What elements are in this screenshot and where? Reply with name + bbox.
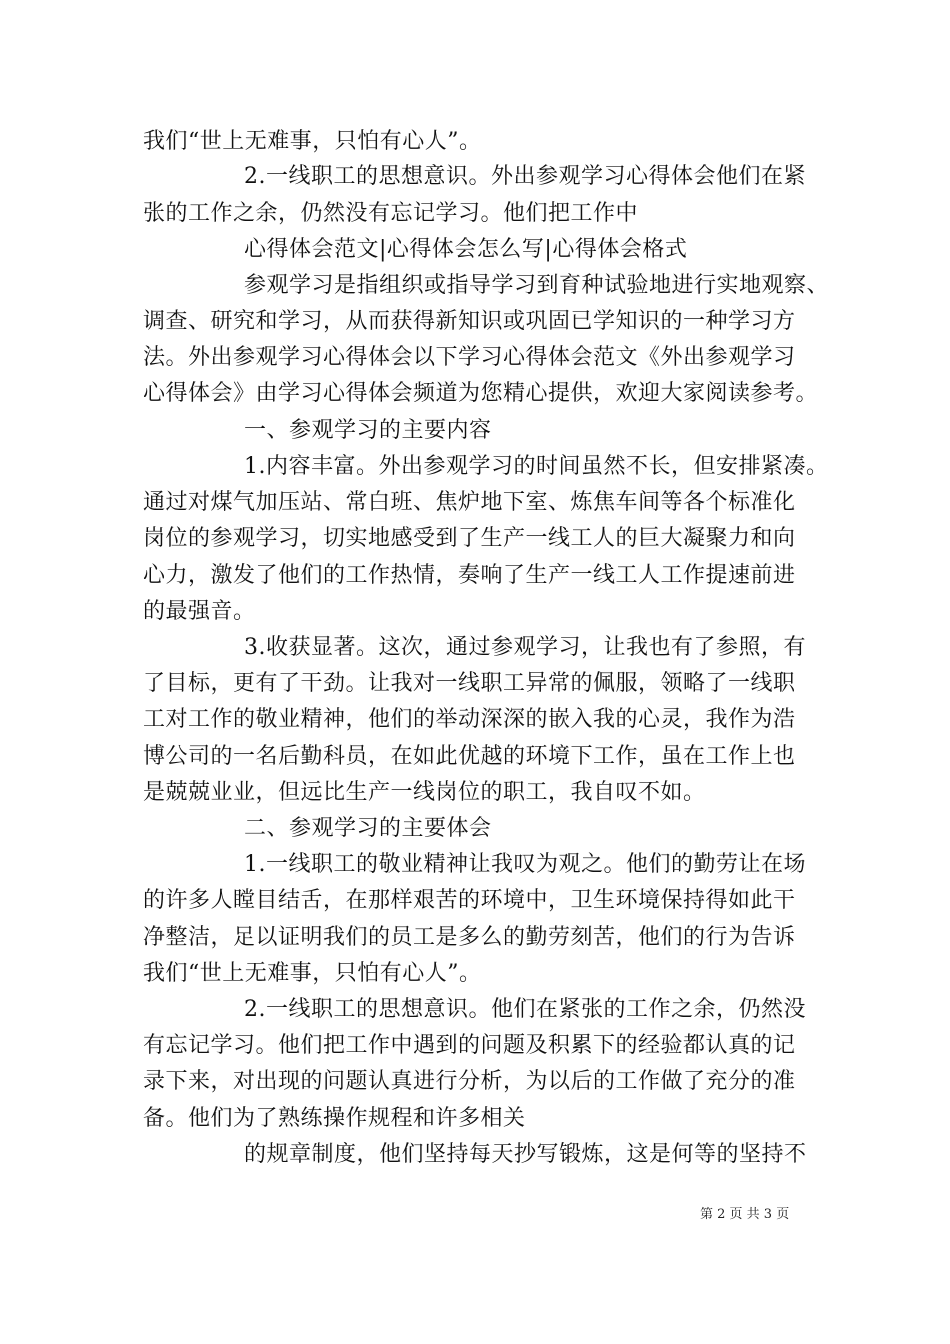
text-line: 通过对煤气加压站、常白班、焦炉地下室、炼焦车间等各个标准化 bbox=[143, 490, 796, 515]
text-line: 净整洁，足以证明我们的员工是多么的勤劳刻苦，他们的行为告诉 bbox=[143, 925, 796, 950]
text-line: 1.一线职工的敬业精神让我叹为观之。他们的勤劳让在场 bbox=[244, 852, 806, 877]
text-line: 心力，激发了他们的工作热情，奏响了生产一线工人工作提速前进 bbox=[143, 563, 796, 588]
text-line: 2.一线职工的思想意识。他们在紧张的工作之余，仍然没 bbox=[244, 997, 806, 1022]
text-line: 法。外出参观学习心得体会以下学习心得体会范文《外出参观学习 bbox=[143, 345, 796, 370]
text-line: 1.内容丰富。外出参观学习的时间虽然不长，但安排紧凑。 bbox=[244, 454, 829, 479]
text-line: 工对工作的敬业精神，他们的举动深深的嵌入我的心灵，我作为浩 bbox=[143, 707, 796, 732]
text-line: 的规章制度，他们坚持每天抄写锻炼，这是何等的坚持不 bbox=[244, 1142, 807, 1167]
text-line: 张的工作之余，仍然没有忘记学习。他们把工作中 bbox=[143, 201, 639, 226]
text-line: 备。他们为了熟练操作规程和许多相关 bbox=[143, 1106, 526, 1131]
text-line: 心得体会范文|心得体会怎么写|心得体会格式 bbox=[244, 237, 688, 262]
text-line: 我们“世上无难事，只怕有心人”。 bbox=[143, 129, 482, 154]
section-heading: 一、参观学习的主要内容 bbox=[244, 418, 492, 443]
text-line: 参观学习是指组织或指导学习到育种试验地进行实地观察、 bbox=[244, 273, 830, 298]
text-line: 是兢兢业业，但远比生产一线岗位的职工，我自叹不如。 bbox=[143, 780, 706, 805]
text-line: 岗位的参观学习，切实地感受到了生产一线工人的巨大凝聚力和向 bbox=[143, 526, 796, 551]
text-line: 3.收获显著。这次，通过参观学习，让我也有了参照，有 bbox=[244, 635, 806, 660]
text-line: 调查、研究和学习，从而获得新知识或巩固已学知识的一种学习方 bbox=[143, 309, 796, 334]
section-heading: 二、参观学习的主要体会 bbox=[244, 816, 492, 841]
page-number-footer: 第 2 页 共 3 页 bbox=[700, 1207, 790, 1222]
text-line: 心得体会》由学习心得体会频道为您精心提供，欢迎大家阅读参考。 bbox=[143, 381, 819, 406]
text-line: 的最强音。 bbox=[143, 599, 256, 624]
text-line: 我们“世上无难事，只怕有心人”。 bbox=[143, 961, 482, 986]
text-line: 的许多人瞠目结舌，在那样艰苦的环境中，卫生环境保持得如此干 bbox=[143, 888, 796, 913]
text-line: 有忘记学习。他们把工作中遇到的问题及积累下的经验都认真的记 bbox=[143, 1033, 796, 1058]
text-line: 了目标，更有了干劲。让我对一线职工异常的佩服，领略了一线职 bbox=[143, 671, 796, 696]
text-line: 博公司的一名后勤科员，在如此优越的环境下工作，虽在工作上也 bbox=[143, 744, 796, 769]
text-line: 2.一线职工的思想意识。外出参观学习心得体会他们在紧 bbox=[244, 164, 806, 189]
text-line: 录下来，对出现的问题认真进行分析，为以后的工作做了充分的准 bbox=[143, 1069, 796, 1094]
